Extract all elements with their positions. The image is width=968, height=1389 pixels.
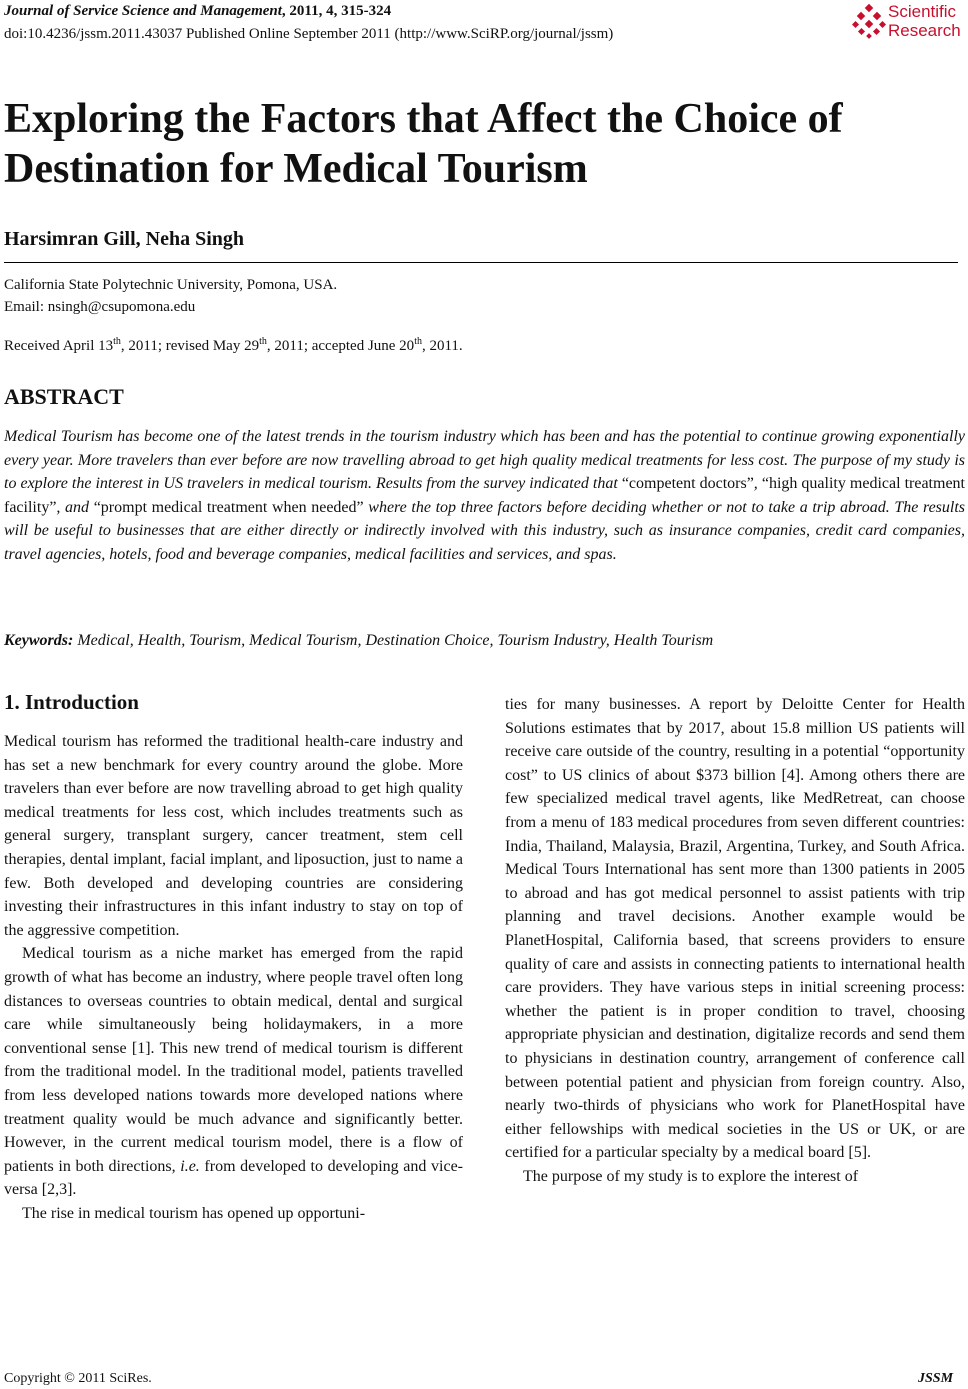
logo-line-2: Research [888,21,961,40]
abstract-sep-1: , [753,475,762,492]
journal-volume: , 2011, 4, 315-324 [281,3,392,19]
paper-title: Exploring the Factors that Affect the Choice of Destination for Medical Tourism [4,96,843,192]
paragraph: ties for many businesses. A report by Deloitte Center for Health Solutions estimates that by 2017, about 15.8 million US patients will receive care outside of the country, resulting in a potential “opportunity cost” to US clinics of about $373 billion [4]. Among others there are few specialized medical travel agents, like MedRetreat, can choose from a menu of 183 medical procedures from seven different countries: India, Thailand, Malaysia, Brazil, Argentina, Turkey, and South Africa. Medical Tours International has sent more than 1300 patients in 2005 to abroad and has got medical personnel to assist patients with trip planning and travel decisions. Another example would be PlanetHospital, California based, that screens providers to ensure quality of care and assists in connecting patients to international health care providers. They have various steps in initial screening process: whether the patient is in proper condition to travel, choosing appropriate physician and destination, digitalize records and send them to physicians in destination country, arrangement of conference call between potential patient and physician from foreign country. Also, nearly two-thirds of physicians who work for PlanetHospital have either fellowships with medical societies in the US or UK, or are certified for a particular specialty by a medical board [5]. [505,696,965,1162]
doi-line: doi:10.4236/jssm.2011.43037 Published Online September 2011 (http://www.SciRP.org/journal/jssm) [4,26,614,42]
paragraph-part: Medical tourism as a niche market has emerged from the rapid growth of what has become an industry, where people travel often long distances to overseas countries to obtain medical, dental and surgical care while simultaneously being holidaymakers, in a more conventional sense [1]. This new trend of medical tourism is different from the traditional model. In the traditional model, patients travelled from less developed nations towards more developed nations where treatment quality would be much advance and significantly better. However, in the current medical tourism model, there is a flow of patients in both directions, [4,945,463,1175]
copyright: Copyright © 2011 SciRes. [4,1371,152,1386]
publisher-logo [852,2,968,46]
received-dates [4,336,463,355]
abstract-quote-3: “prompt medical treatment when needed” [93,498,364,516]
received-c-sup: th [414,336,422,347]
received-b: , 2011; revised May 29 [120,338,260,354]
received-d: , 2011. [421,338,463,354]
journal-abbr: JSSM [918,1371,954,1386]
email: Email: nsingh@csupomona.edu [4,299,196,315]
logo-mark-icon [852,4,886,40]
abstract-heading: ABSTRACT [4,384,124,409]
keywords-label: Keywords: [4,632,74,649]
received-c: , 2011; accepted June 20 [266,338,415,354]
received-a-sup: th [113,336,121,347]
logo-line-1: Scientific [888,2,957,21]
affiliation: California State Polytechnic University, Pomona, USA. [4,277,338,293]
abstract-quote-2: “high quality medical treatment facility” [4,475,965,516]
journal-name: Journal of Service Science and Management [4,3,282,19]
keywords-list: Medical, Health, Tourism, Medical Tourism, Destination Choice, Tourism Industry, Health Tourism [73,632,714,649]
affiliation-block [4,274,337,318]
section-heading: 1. Introduction [4,690,139,714]
received-a: Received April 13 [4,338,114,354]
abstract-sep-2: , and [56,498,94,516]
keywords [4,632,713,650]
paragraph-ie: i.e. [180,1157,200,1175]
paragraph [4,942,463,1202]
body-column-left [4,730,463,1225]
title-divider [4,262,958,263]
abstract-quote-1: “competent doctors” [621,475,754,492]
paragraph: The rise in medical tourism has opened up opportuni- [22,1204,366,1222]
paragraph: Medical tourism has reformed the traditional health-care industry and has set a new benchmark for every country around the globe. More travelers than ever before are now travelling abroad to get high quality medical treatments for less cost, which includes treatments such as general surgery, transplant surgery, cancer treatment, stem cell therapies, dental implant, facial implant, and liposuction, just to name a few. Both developed and developing countries are considering investing their infrastructures in this infant industry to stay on top of the aggressive competition. [4,733,463,939]
journal-citation [4,3,391,20]
authors: Harsimran Gill, Neha Singh [4,228,245,250]
abstract-part-2: where the top three factors before deciding whether or not to take a trip abroad. The results will be useful to businesses that are either directly or indirectly involved with this industry, such as insurance companies, credit card companies, travel agencies, hotels, food and beverage companies, medical facilities and services, and spas. [4,498,966,563]
paragraph-part: from developed to developing and vice-versa [2,3]. [4,1157,464,1199]
logo-text [888,2,961,40]
paragraph: The purpose of my study is to explore the interest of [523,1167,859,1185]
body-column-right [505,693,965,1188]
abstract-part-1: Medical Tourism has become one of the latest trends in the tourism industry which has been and has the potential to continue growing exponentially every year. More travelers than ever before are now travelling abroad to get high quality medical treatments for less cost. The purpose of my study is to explore the interest in US travelers in medical tourism. Results from the survey indicated that [4,428,965,492]
abstract-text [4,425,965,566]
received-b-sup: th [259,336,267,347]
